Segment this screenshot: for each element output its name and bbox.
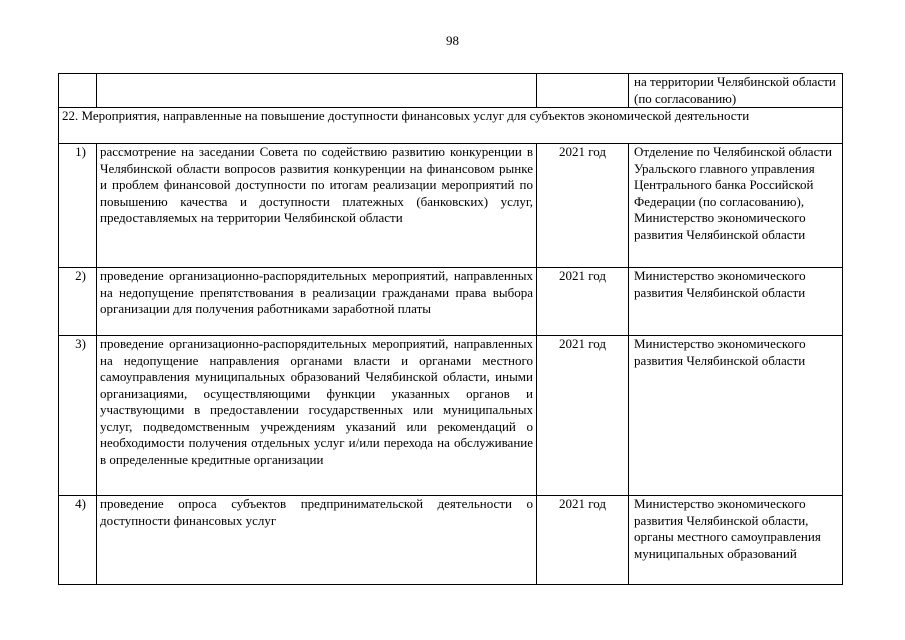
section-header-row (59, 108, 843, 144)
page-number: 98 (446, 33, 459, 48)
row-number: 1) (59, 144, 97, 268)
row-number: 4) (59, 496, 97, 585)
section-title: 22. Мероприятия, направленные на повышение доступности финансовых услуг для субъектов экономической деятельности (59, 108, 843, 144)
measures-table (58, 73, 843, 585)
cell-description (97, 74, 537, 108)
row-year: 2021 год (537, 268, 629, 336)
cell-year (537, 74, 629, 108)
cell-responsible: на территории Челябинской области (по согласованию) (629, 74, 843, 108)
row-responsible: Отделение по Челябинской области Уральского главного управления Центрального банка Российской Федерации (по согласованию), Министерство экономического развития Челябинской области (629, 144, 843, 268)
row-year: 2021 год (537, 496, 629, 585)
row-responsible: Министерство экономического развития Челябинской области (629, 336, 843, 496)
row-description: проведение опроса субъектов предпринимательской деятельности о доступности финансовых услуг (97, 496, 537, 585)
row-description: проведение организационно-распорядительных мероприятий, направленных на недопущение препятствования в реализации гражданами права выбора организации для получения работниками заработной платы (97, 268, 537, 336)
row-year: 2021 год (537, 144, 629, 268)
table-row (59, 336, 843, 496)
table-row (59, 268, 843, 336)
row-number: 3) (59, 336, 97, 496)
row-year: 2021 год (537, 336, 629, 496)
continuation-row (59, 74, 843, 108)
table-row (59, 144, 843, 268)
table-row (59, 496, 843, 585)
row-number: 2) (59, 268, 97, 336)
cell-num (59, 74, 97, 108)
row-description: проведение организационно-распорядительных мероприятий, направленных на недопущение направления органами власти и органами местного самоуправления муниципальных образований Челябинской области, иными организациями, осуществляющими функции указанных органов и участвующими в предоставлении государственных или муниципальных услуг, подведомственным учреждениям указаний или рекомендаций о необходимости получения отдельных услуг и/или перехода на обслуживание в определенные кредитные организации (97, 336, 537, 496)
row-responsible: Министерство экономического развития Челябинской области (629, 268, 843, 336)
row-description: рассмотрение на заседании Совета по содействию развитию конкуренции в Челябинской области вопросов развития конкуренции на финансовом рынке и проблем финансовой доступности по итогам реализации мероприятий по повышению качества и доступности платежных (банковских) услуг, предоставляемых на территории Челябинской области (97, 144, 537, 268)
row-responsible: Министерство экономического развития Челябинской области, органы местного самоуправления муниципальных образований (629, 496, 843, 585)
